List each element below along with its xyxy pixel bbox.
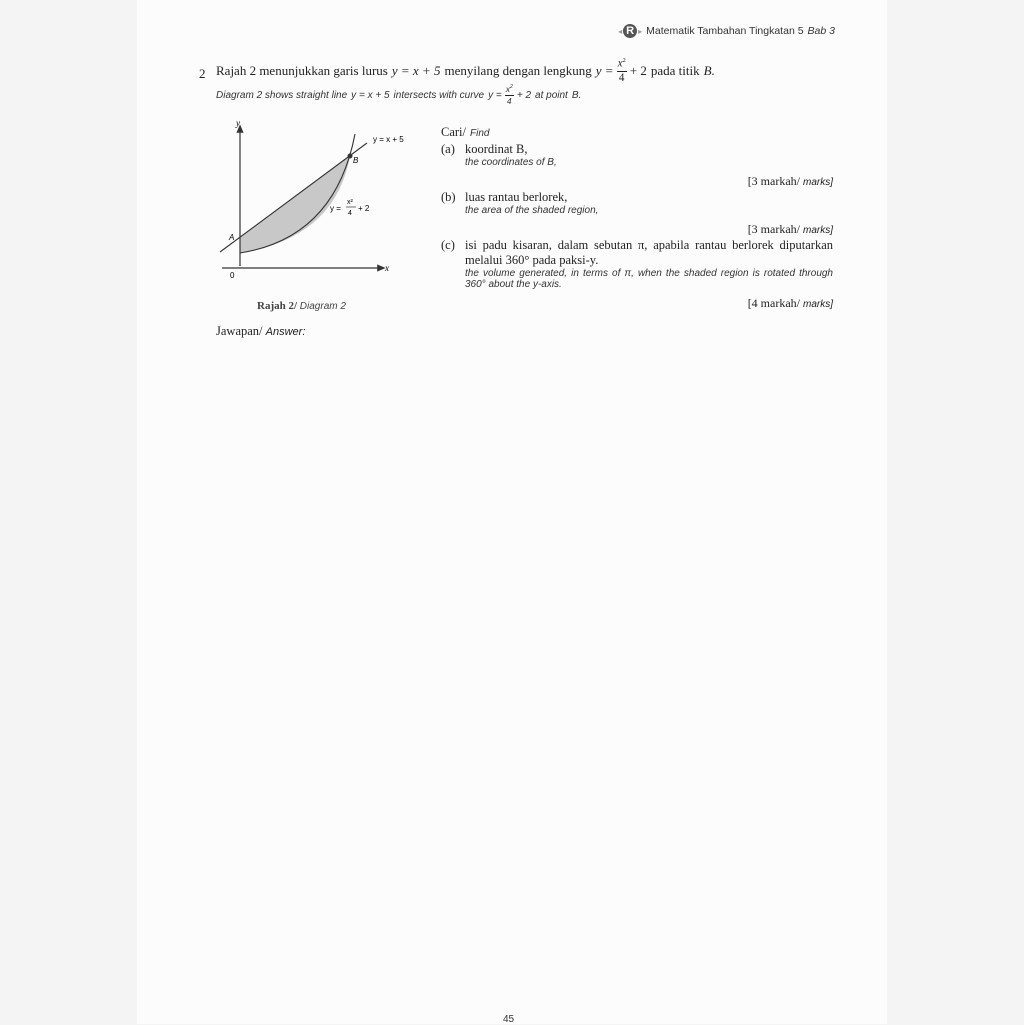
line-equation: y = x + 5 xyxy=(391,62,441,78)
curve-exponent-en: 2 xyxy=(510,84,513,91)
find-heading xyxy=(441,123,833,141)
question-en-part2: intersects with curve xyxy=(393,89,485,101)
part-a-ms: koordinat B, xyxy=(465,142,528,156)
part-a-marks-en: marks] xyxy=(803,177,833,188)
x-axis-label: x xyxy=(385,263,389,273)
question-ms-part3: pada titik xyxy=(650,62,700,78)
page-number: 45 xyxy=(503,1014,515,1025)
caption-ms: Rajah 2 xyxy=(257,300,294,312)
curve-label-lhs: y = xyxy=(330,204,341,213)
curve-lhs: y = xyxy=(595,62,614,78)
question-en-part3: at point xyxy=(535,89,568,101)
part-c-marks xyxy=(465,296,833,311)
curve-label-num: x² xyxy=(347,199,353,206)
point-b-dot xyxy=(348,154,353,159)
part-a xyxy=(441,142,833,189)
answer-label xyxy=(216,324,305,339)
part-c-ms: isi padu kisaran, dalam sebutan π, apabila rantau berlorek diputarkan melalui 360° pada paksi-y. xyxy=(465,238,833,267)
part-a-label: (a) xyxy=(441,142,455,156)
answer-en: Answer: xyxy=(265,326,306,338)
part-c-en: the volume generated, in terms of π, when the shaded region is rotated through 360° about the y-axis. xyxy=(465,268,833,290)
part-c-marks-ms: [4 markah/ xyxy=(747,296,800,310)
part-b-marks-ms: [3 markah/ xyxy=(747,222,800,236)
find-en: Find xyxy=(470,128,490,139)
line-equation-en: y = x + 5 xyxy=(351,89,390,101)
book-title: Matematik Tambahan Tingkatan 5 xyxy=(646,25,804,37)
question-text-english xyxy=(216,85,581,105)
curve-numerator: x xyxy=(617,57,623,70)
diagram-2 xyxy=(217,116,427,296)
question-ms-part2: menyilang dengan lengkung xyxy=(444,62,592,78)
part-c-label: (c) xyxy=(441,238,455,252)
curve-exponent: 2 xyxy=(622,57,626,64)
curve-lhs-en: y = xyxy=(488,89,502,101)
part-b-label: (b) xyxy=(441,190,456,204)
find-section xyxy=(441,123,833,311)
page xyxy=(137,0,887,1024)
point-label-en: B. xyxy=(571,89,582,101)
part-a-en: the coordinates of B, xyxy=(465,157,557,168)
curve-numerator-en: x xyxy=(505,84,510,94)
curve-label-den: 4 xyxy=(348,210,352,217)
publisher-logo: ◂ R ▸ xyxy=(618,25,643,37)
logo-letter: R xyxy=(623,24,637,38)
curve-fraction-en xyxy=(505,85,514,105)
question-text-malay xyxy=(216,58,715,84)
point-label: B. xyxy=(703,62,715,78)
question-ms-part1: Rajah 2 menunjukkan garis lurus xyxy=(216,62,388,78)
question-number: 2 xyxy=(199,66,206,81)
curve-denominator: 4 xyxy=(618,71,625,84)
part-b-marks xyxy=(465,222,833,237)
chapter-label: Bab 3 xyxy=(807,25,835,37)
origin-label: 0 xyxy=(230,271,235,280)
diagram-caption: Rajah 2/ Diagram 2 xyxy=(257,300,346,312)
part-c-marks-en: marks] xyxy=(803,299,833,310)
find-ms: Cari/ xyxy=(441,125,466,139)
curve-label-rhs: + 2 xyxy=(358,204,370,213)
point-a-label: A xyxy=(229,233,235,242)
curve-fraction xyxy=(617,58,627,84)
curve-denominator-en: 4 xyxy=(506,95,512,106)
part-a-marks-ms: [3 markah/ xyxy=(747,174,800,188)
part-c xyxy=(441,238,833,311)
part-b-marks-en: marks] xyxy=(803,225,833,236)
part-a-marks xyxy=(465,174,833,189)
part-b-en: the area of the shaded region, xyxy=(465,205,599,216)
part-b-ms: luas rantau berlorek, xyxy=(465,190,568,204)
point-b-label: B xyxy=(353,156,359,165)
page-header xyxy=(618,24,835,38)
curve-rhs: + 2 xyxy=(629,62,647,78)
caption-en: Diagram 2 xyxy=(299,301,346,312)
answer-ms: Jawapan/ xyxy=(216,324,263,338)
curve-rhs-en: + 2 xyxy=(516,89,532,101)
line-label: y = x + 5 xyxy=(373,135,404,144)
question-en-part1: Diagram 2 shows straight line xyxy=(216,89,348,101)
y-axis-label: y xyxy=(236,118,240,128)
part-b xyxy=(441,190,833,237)
